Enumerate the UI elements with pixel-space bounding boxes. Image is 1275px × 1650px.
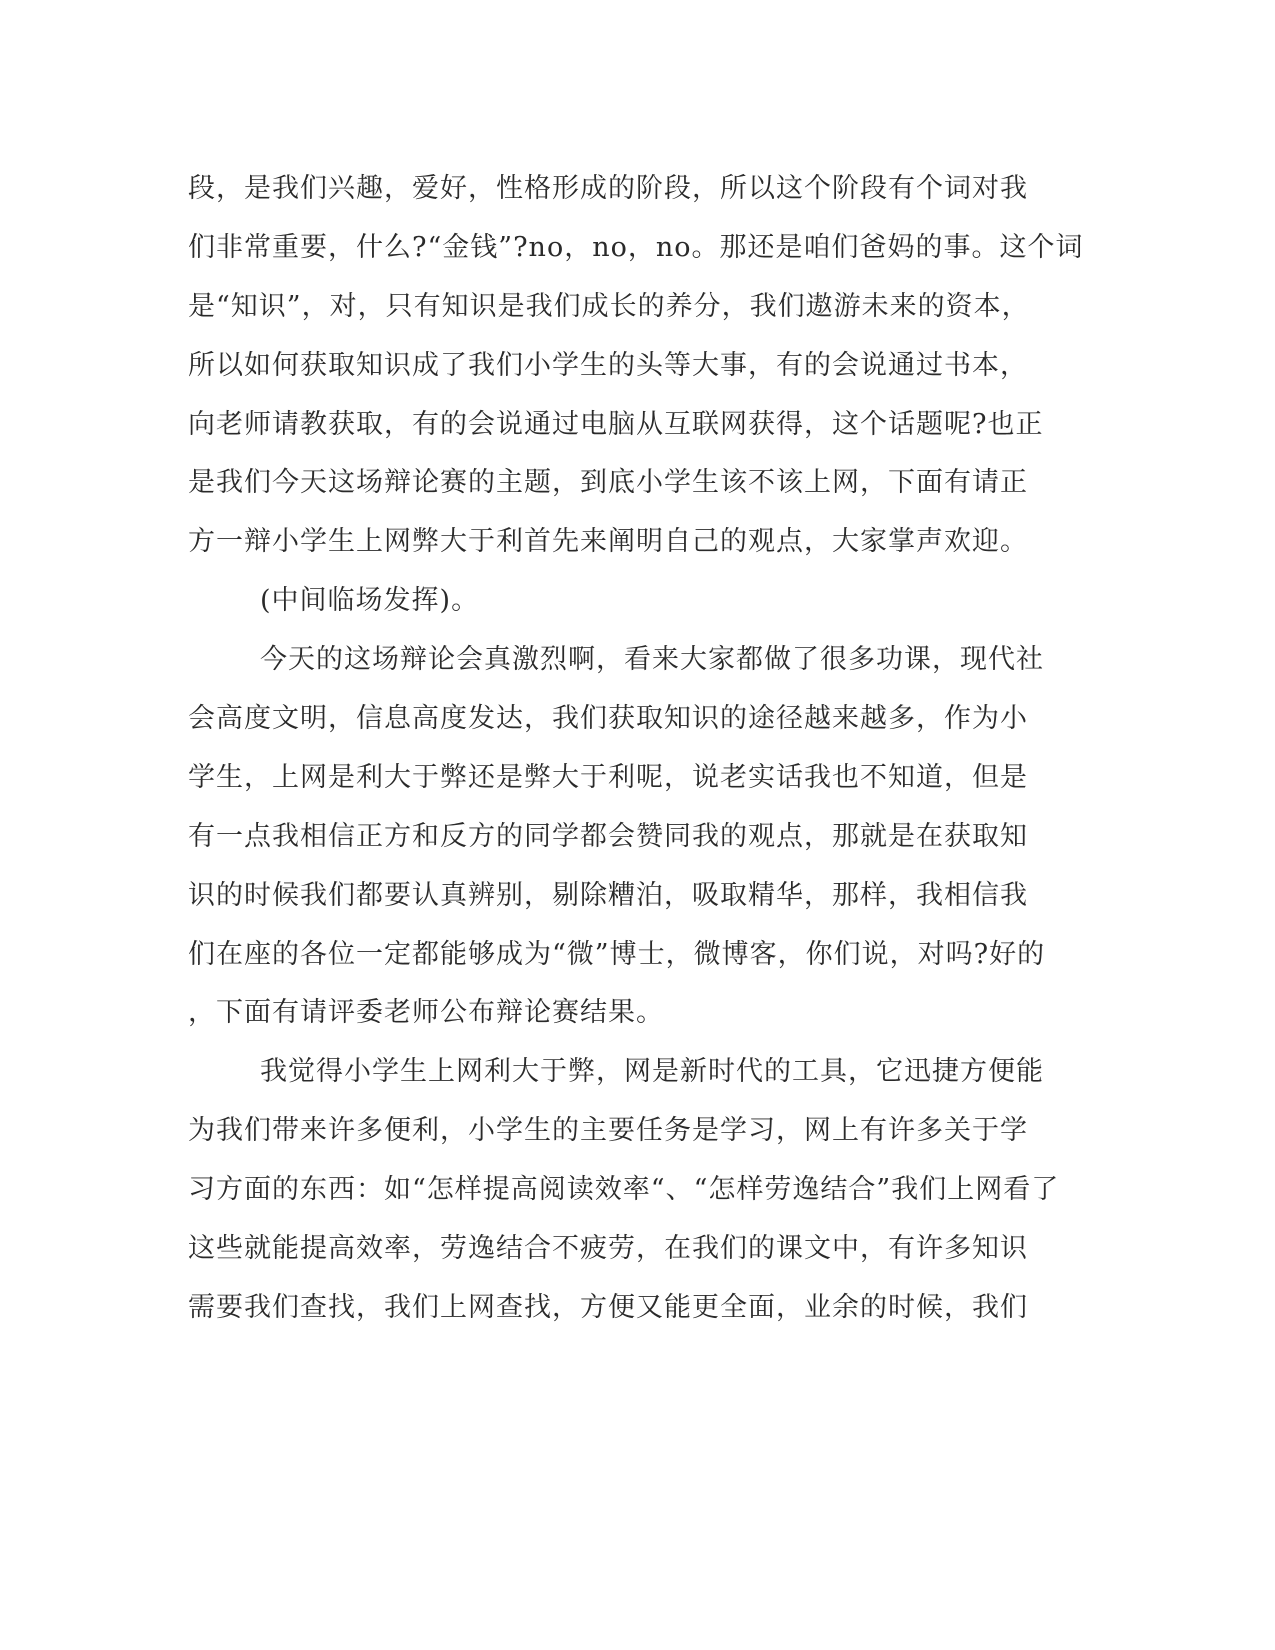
- text-line: 是我们今天这场辩论赛的主题，到底小学生该不该上网，下面有请正: [188, 467, 1028, 499]
- text-line: 习方面的东西：如“怎样提高阅读效率“、“怎样劳逸结合”我们上网看了: [188, 1174, 1060, 1206]
- text-line: 是“知识”，对，只有知识是我们成长的养分，我们遨游未来的资本，: [188, 290, 1030, 322]
- text-line: 学生，上网是利大于弊还是弊大于利呢，说老实话我也不知道，但是: [188, 761, 1028, 793]
- text-line: 们在座的各位一定都能够成为“微”博士，微博客，你们说，对吗?好的: [188, 938, 1046, 970]
- text-line: 会高度文明，信息高度发达，我们获取知识的途径越来越多，作为小: [188, 703, 1028, 735]
- text-line: 们非常重要，什么?“金钱”?no，no，no。那还是咱们爸妈的事。这个词: [188, 231, 1084, 263]
- text-line: ，下面有请评委老师公布辩论赛结果。: [188, 997, 664, 1029]
- text-line: 识的时候我们都要认真辨别，剔除糟泊，吸取精华，那样，我相信我: [188, 879, 1028, 911]
- text-line: 所以如何获取知识成了我们小学生的头等大事，有的会说通过书本，: [188, 349, 1028, 381]
- text-line: (中间临场发挥)。: [260, 585, 480, 617]
- text-line: 段，是我们兴趣，爱好，性格形成的阶段，所以这个阶段有个词对我: [188, 173, 1028, 204]
- text-line: 方一辩小学生上网弊大于利首先来阐明自己的观点，大家掌声欢迎。: [188, 526, 1028, 558]
- text-line: 这些就能提高效率，劳逸结合不疲劳，在我们的课文中，有许多知识: [188, 1233, 1028, 1265]
- text-line: 需要我们查找，我们上网查找，方便又能更全面，业余的时候，我们: [188, 1291, 1028, 1323]
- body-text: [188, 160, 1088, 1338]
- text-line: 有一点我相信正方和反方的同学都会赞同我的观点，那就是在获取知: [188, 820, 1028, 852]
- text-line: 为我们带来许多便利，小学生的主要任务是学习，网上有许多关于学: [188, 1115, 1028, 1147]
- text-line: 我觉得小学生上网利大于弊，网是新时代的工具，它迅捷方便能: [260, 1056, 1044, 1088]
- text-line: 今天的这场辩论会真激烈啊，看来大家都做了很多功课，现代社: [260, 644, 1044, 676]
- text-line: 向老师请教获取，有的会说通过电脑从互联网获得，这个话题呢?也正: [188, 408, 1044, 440]
